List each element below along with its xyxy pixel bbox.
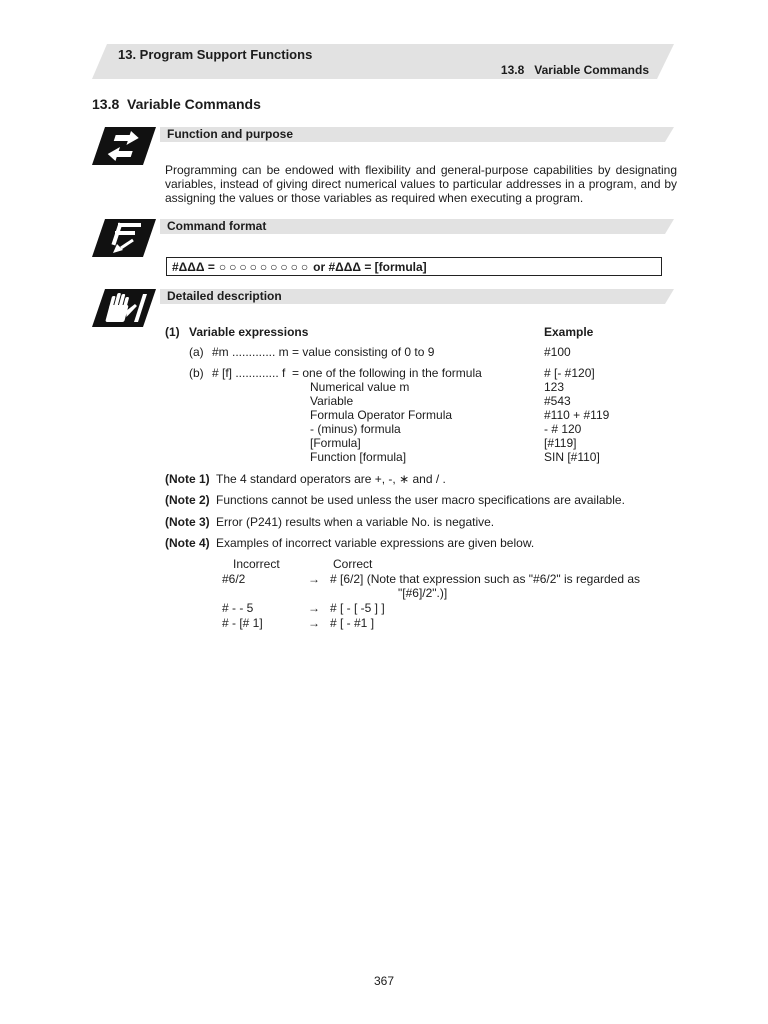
formula-type-example: #110 + #119: [544, 408, 610, 422]
formula-type-label: Variable: [310, 394, 354, 408]
section-title: 13.8 Variable Commands: [92, 96, 261, 112]
note-text: Functions cannot be used unless the user macro specifications are available.: [216, 493, 625, 507]
incorrect-column-heading: Incorrect: [233, 557, 280, 571]
arrow-icon: →: [308, 616, 320, 630]
detailed-description-heading: Detailed description: [167, 289, 282, 303]
function-purpose-icon: [92, 127, 156, 165]
formula-type-label: Function [formula]: [310, 450, 407, 464]
correct-expression-continuation: "[#6]/2".)]: [398, 586, 448, 600]
note-tag: (Note 3): [165, 515, 210, 529]
item-text: # [f] ............. f = one of the following in the formula: [212, 366, 482, 380]
note-tag: (Note 4): [165, 536, 210, 550]
chapter-title: 13. Program Support Functions: [118, 47, 313, 62]
note-text: The 4 standard operators are +, -, ∗ and / .: [216, 472, 446, 486]
formula-type-example: SIN [#110]: [544, 450, 600, 464]
subsection-heading: Variable expressions: [189, 325, 309, 339]
example-column-heading: Example: [544, 325, 594, 339]
note-text: Error (P241) results when a variable No. is negative.: [216, 515, 495, 529]
correct-expression: # [ - [ -5 ] ]: [330, 601, 385, 615]
function-purpose-text: Programming can be endowed with flexibility and general-purpose capabilities by designating variables, instead of giving direct numerical values to particular addresses in a program, and by assigning the values or those variables as required when executing a program.: [165, 163, 677, 205]
format-rhs: or #ΔΔΔ = [formula]: [313, 259, 427, 274]
arrow-icon: →: [308, 601, 320, 615]
note-tag: (Note 1): [165, 472, 210, 486]
command-format-box: [166, 257, 662, 276]
detailed-description-icon: [92, 289, 156, 327]
correct-expression: # [6/2] (Note that expression such as "#6/2" is regarded as: [330, 572, 641, 586]
incorrect-expression: #6/2: [222, 572, 246, 586]
command-format-heading: Command format: [167, 219, 267, 233]
subsection-number: (1): [165, 325, 180, 339]
formula-type-label: - (minus) formula: [310, 422, 401, 436]
running-section-title: 13.8 Variable Commands: [500, 63, 649, 77]
formula-type-example: 123: [544, 380, 565, 394]
item-tag: (b): [189, 366, 204, 380]
note-text: Examples of incorrect variable expressions are given below.: [216, 536, 535, 550]
function-purpose-heading: Function and purpose: [167, 127, 293, 141]
formula-type-example: [#119]: [544, 436, 577, 450]
note-tag: (Note 2): [165, 493, 210, 507]
command-format-icon: [92, 219, 156, 257]
item-example: # [- #120]: [544, 366, 595, 380]
formula-type-example: #543: [544, 394, 571, 408]
formula-type-label: [Formula]: [310, 436, 361, 450]
correct-expression: # [ - #1 ]: [330, 616, 375, 630]
correct-column-heading: Correct: [333, 557, 373, 571]
formula-type-label: Formula Operator Formula: [310, 408, 453, 422]
incorrect-expression: # - [# 1]: [222, 616, 263, 630]
formula-type-label: Numerical value m: [310, 380, 410, 394]
item-tag: (a): [189, 345, 204, 359]
format-lhs: #ΔΔΔ =: [172, 259, 215, 274]
page-number: 367: [373, 974, 395, 988]
item-example: #100: [544, 345, 571, 359]
format-value-placeholder: ○○○○○○○○○: [218, 259, 312, 274]
formula-type-example: - # 120: [544, 422, 582, 436]
item-text: #m ............. m = value consisting of 0 to 9: [212, 345, 435, 359]
arrow-icon: →: [308, 572, 320, 586]
incorrect-expression: # - - 5: [222, 601, 254, 615]
